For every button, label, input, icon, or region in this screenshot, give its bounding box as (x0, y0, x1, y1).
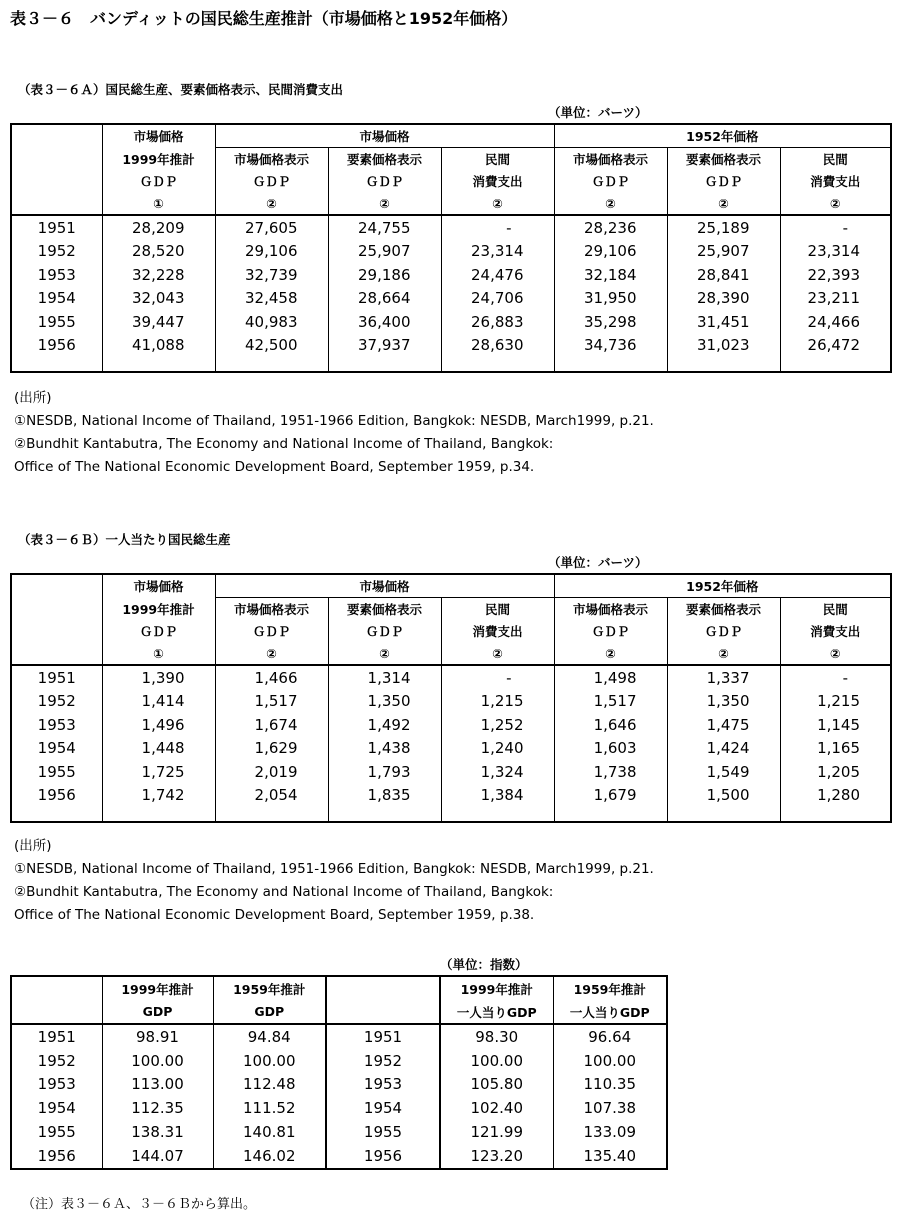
table-a-value-cell: 34,736 (554, 334, 667, 373)
table-b-col3-h2: ＧＤＰ (328, 620, 441, 642)
table-b-value-cell: 1,165 (780, 737, 891, 761)
table-b-value-cell: 1,424 (667, 737, 780, 761)
table-c-year-cell: 1953 (326, 1073, 440, 1097)
table-a-col3-h2: ＧＤＰ (328, 170, 441, 192)
table-b-value-cell: 1,350 (328, 690, 441, 714)
table-b-group-1952: 1952年価格 (554, 574, 891, 598)
table-b-col4-h3: ② (441, 642, 554, 665)
table-c-value-cell: 113.00 (102, 1073, 213, 1097)
table-b-row (11, 713, 891, 737)
table-a-value-cell: 31,950 (554, 287, 667, 311)
table-a-value-cell: 29,106 (554, 240, 667, 264)
table-a-col1-h3: ① (102, 192, 215, 215)
table-b-col5-h3: ② (554, 642, 667, 665)
table-c-unit: （単位：指数） (440, 957, 528, 972)
table-b-value-cell: 2,019 (215, 760, 328, 784)
table-b-value-cell: 1,646 (554, 713, 667, 737)
table-b-col1-group: 市場価格 (102, 574, 215, 598)
table-b-value-cell: 1,498 (554, 665, 667, 690)
table-b-col7-h1: 民間 (780, 598, 891, 621)
table-b-year-cell: 1953 (11, 713, 102, 737)
table-c-row (11, 1144, 667, 1169)
table-b-source-3: Office of The National Economic Development Board, September 1959, p.38. (14, 907, 535, 923)
table-a-group-1952: 1952年価格 (554, 124, 891, 148)
table-a-source-3: Office of The National Economic Development Board, September 1959, p.34. (14, 459, 535, 475)
document-title: 表３－６ バンディットの国民総生産推計（市場価格と1952年価格） (10, 9, 518, 28)
table-b-source-label: (出所) (14, 838, 52, 854)
table-c-year-cell: 1956 (326, 1144, 440, 1169)
table-c-value-cell: 112.35 (102, 1096, 213, 1120)
table-a-source-label: (出所) (14, 390, 52, 406)
table-a-col1-h2: ＧＤＰ (102, 170, 215, 192)
table-c-year-cell: 1954 (11, 1096, 102, 1120)
table-b-value-cell: 1,725 (102, 760, 215, 784)
table-a-value-cell: 24,755 (328, 215, 441, 240)
table-b-value-cell: 1,629 (215, 737, 328, 761)
table-a-group-market: 市場価格 (215, 124, 554, 148)
table-a (10, 123, 892, 373)
table-b-value-cell: 1,549 (667, 760, 780, 784)
table-c-value-cell: 94.84 (213, 1024, 326, 1049)
table-b-value-cell: 1,205 (780, 760, 891, 784)
table-b-value-cell: 1,517 (215, 690, 328, 714)
table-a-value-cell: 29,186 (328, 263, 441, 287)
table-c-year-cell: 1956 (11, 1144, 102, 1169)
table-b-row (11, 737, 891, 761)
table-c-value-cell: 146.02 (213, 1144, 326, 1169)
table-a-value-cell: 36,400 (328, 310, 441, 334)
table-a-year-cell: 1954 (11, 287, 102, 311)
table-a-value-cell: 28,630 (441, 334, 554, 373)
table-a-row (11, 240, 891, 264)
table-c-year-cell: 1951 (326, 1024, 440, 1049)
table-b-year-cell: 1956 (11, 784, 102, 823)
table-a-value-cell: 42,500 (215, 334, 328, 373)
table-b-value-cell: 1,500 (667, 784, 780, 823)
table-b-value-cell: 1,475 (667, 713, 780, 737)
table-c-value-cell: 98.91 (102, 1024, 213, 1049)
table-a-col4-h2: 消費支出 (441, 170, 554, 192)
table-b-col1-h2: ＧＤＰ (102, 620, 215, 642)
table-c-row (11, 1120, 667, 1144)
table-a-col2-h1: 市場価格表示 (215, 148, 328, 171)
table-c-value-cell: 100.00 (213, 1049, 326, 1073)
table-c-value-cell: 133.09 (553, 1120, 667, 1144)
table-b-value-cell: 1,384 (441, 784, 554, 823)
table-b-value-cell: 1,517 (554, 690, 667, 714)
table-c-col2-h1: 1959年推計 (213, 976, 326, 1000)
table-c-year-cell: 1952 (326, 1049, 440, 1073)
table-c-year-cell: 1955 (11, 1120, 102, 1144)
table-b-col6-h3: ② (667, 642, 780, 665)
table-a-year-cell: 1956 (11, 334, 102, 373)
table-b-col4-h1: 民間 (441, 598, 554, 621)
table-a-value-cell: 28,236 (554, 215, 667, 240)
table-b-col4-h2: 消費支出 (441, 620, 554, 642)
table-a-value-cell: 28,390 (667, 287, 780, 311)
table-c-col4-h1: 1959年推計 (553, 976, 667, 1000)
table-a-value-cell: 25,189 (667, 215, 780, 240)
table-b-value-cell: 1,492 (328, 713, 441, 737)
table-c-row (11, 1049, 667, 1073)
table-c-value-cell: 107.38 (553, 1096, 667, 1120)
table-b-col5-h1: 市場価格表示 (554, 598, 667, 621)
table-a-value-cell: 35,298 (554, 310, 667, 334)
table-a-value-cell: 27,605 (215, 215, 328, 240)
table-a-col7-h2: 消費支出 (780, 170, 891, 192)
table-b-row (11, 665, 891, 690)
table-a-value-cell: 25,907 (328, 240, 441, 264)
table-b-col2-h3: ② (215, 642, 328, 665)
table-a-year-cell: 1952 (11, 240, 102, 264)
table-b-col3-h3: ② (328, 642, 441, 665)
table-b-value-cell: 1,438 (328, 737, 441, 761)
table-c-year-cell: 1952 (11, 1049, 102, 1073)
table-b-value-cell: 1,390 (102, 665, 215, 690)
table-a-value-cell: 29,106 (215, 240, 328, 264)
table-b-col2-h2: ＧＤＰ (215, 620, 328, 642)
table-a-value-cell: 39,447 (102, 310, 215, 334)
table-c-col3-h2: 一人当りGDP (440, 1000, 553, 1024)
table-a-col2-h2: ＧＤＰ (215, 170, 328, 192)
table-a-col1-group: 市場価格 (102, 124, 215, 148)
table-a-value-cell: 28,520 (102, 240, 215, 264)
table-c-value-cell: 135.40 (553, 1144, 667, 1169)
table-c-value-cell: 123.20 (440, 1144, 553, 1169)
table-b-col1-h3: ① (102, 642, 215, 665)
table-b-value-cell: 1,835 (328, 784, 441, 823)
table-b-subtitle: （表３－６Ｂ）一人当たり国民総生産 (18, 532, 231, 547)
table-b-value-cell: 1,448 (102, 737, 215, 761)
table-b-source-1: ①NESDB, National Income of Thailand, 1951-1966 Edition, Bangkok: NESDB, March1999, p.21. (14, 861, 654, 877)
table-a-value-cell: - (441, 215, 554, 240)
table-b-col7-h2: 消費支出 (780, 620, 891, 642)
table-a-value-cell: 41,088 (102, 334, 215, 373)
table-c-value-cell: 100.00 (440, 1049, 553, 1073)
table-a-value-cell: 23,314 (441, 240, 554, 264)
table-a-value-cell: 26,883 (441, 310, 554, 334)
table-b-value-cell: 1,679 (554, 784, 667, 823)
table-c-value-cell: 102.40 (440, 1096, 553, 1120)
table-c-col3-h1: 1999年推計 (440, 976, 553, 1000)
table-a-col2-h3: ② (215, 192, 328, 215)
table-b-value-cell: 1,215 (780, 690, 891, 714)
table-a-value-cell: 32,228 (102, 263, 215, 287)
table-b-group-market: 市場価格 (215, 574, 554, 598)
table-c-value-cell: 105.80 (440, 1073, 553, 1097)
table-a-value-cell: 37,937 (328, 334, 441, 373)
table-b-row (11, 784, 891, 823)
table-a-subtitle: （表３－６Ａ）国民総生産、要素価格表示、民間消費支出 (18, 82, 344, 97)
table-a-col5-h1: 市場価格表示 (554, 148, 667, 171)
table-a-col6-h3: ② (667, 192, 780, 215)
table-a-col6-h2: ＧＤＰ (667, 170, 780, 192)
table-c-value-cell: 110.35 (553, 1073, 667, 1097)
table-c (10, 975, 668, 1170)
table-a-value-cell: 25,907 (667, 240, 780, 264)
table-a-value-cell: 32,739 (215, 263, 328, 287)
table-a-row (11, 263, 891, 287)
table-b-value-cell: 1,280 (780, 784, 891, 823)
table-a-row (11, 287, 891, 311)
table-a-year-cell: 1953 (11, 263, 102, 287)
table-c-year-cell: 1954 (326, 1096, 440, 1120)
table-b-col5-h2: ＧＤＰ (554, 620, 667, 642)
table-a-value-cell: 28,841 (667, 263, 780, 287)
table-a-value-cell: 32,043 (102, 287, 215, 311)
table-a-source-1: ①NESDB, National Income of Thailand, 1951-1966 Edition, Bangkok: NESDB, March1999, p.21. (14, 413, 654, 429)
table-c-col4-h2: 一人当りGDP (553, 1000, 667, 1024)
table-c-value-cell: 144.07 (102, 1144, 213, 1169)
table-c-value-cell: 121.99 (440, 1120, 553, 1144)
table-b-unit: （単位：バーツ） (548, 555, 648, 570)
table-a-value-cell: 26,472 (780, 334, 891, 373)
table-a-year-cell: 1951 (11, 215, 102, 240)
table-b-value-cell: 1,674 (215, 713, 328, 737)
table-b-year-cell: 1951 (11, 665, 102, 690)
table-c-value-cell: 111.52 (213, 1096, 326, 1120)
table-c-value-cell: 96.64 (553, 1024, 667, 1049)
table-b-value-cell: 1,793 (328, 760, 441, 784)
table-a-value-cell: 24,706 (441, 287, 554, 311)
table-a-value-cell: 24,466 (780, 310, 891, 334)
table-b-col6-h2: ＧＤＰ (667, 620, 780, 642)
table-b-value-cell: 1,414 (102, 690, 215, 714)
table-b-row (11, 690, 891, 714)
table-b (10, 573, 892, 823)
table-a-col5-h2: ＧＤＰ (554, 170, 667, 192)
table-b-year-cell: 1954 (11, 737, 102, 761)
table-c-value-cell: 100.00 (553, 1049, 667, 1073)
table-a-col7-h1: 民間 (780, 148, 891, 171)
table-b-value-cell: 1,496 (102, 713, 215, 737)
table-a-row (11, 310, 891, 334)
table-a-col4-h3: ② (441, 192, 554, 215)
table-b-value-cell: 1,466 (215, 665, 328, 690)
table-a-value-cell: 28,664 (328, 287, 441, 311)
table-b-value-cell: 1,738 (554, 760, 667, 784)
table-a-value-cell: 32,184 (554, 263, 667, 287)
table-a-col1-h1: 1999年推計 (102, 148, 215, 171)
table-a-col3-h1: 要素価格表示 (328, 148, 441, 171)
table-a-value-cell: 40,983 (215, 310, 328, 334)
table-c-value-cell: 138.31 (102, 1120, 213, 1144)
table-b-value-cell: 1,350 (667, 690, 780, 714)
table-c-value-cell: 100.00 (102, 1049, 213, 1073)
table-a-value-cell: 28,209 (102, 215, 215, 240)
table-c-value-cell: 98.30 (440, 1024, 553, 1049)
table-b-value-cell: 1,742 (102, 784, 215, 823)
table-a-value-cell: 24,476 (441, 263, 554, 287)
table-b-col6-h1: 要素価格表示 (667, 598, 780, 621)
table-c-year-cell: 1955 (326, 1120, 440, 1144)
table-b-value-cell: - (780, 665, 891, 690)
table-b-value-cell: 2,054 (215, 784, 328, 823)
table-c-col1-h2: GDP (102, 1000, 213, 1024)
table-c-row (11, 1024, 667, 1049)
table-b-col3-h1: 要素価格表示 (328, 598, 441, 621)
table-c-row (11, 1073, 667, 1097)
table-a-unit: （単位：バーツ） (548, 105, 648, 120)
table-a-col3-h3: ② (328, 192, 441, 215)
table-b-value-cell: - (441, 665, 554, 690)
table-a-value-cell: 23,211 (780, 287, 891, 311)
table-a-row (11, 215, 891, 240)
table-a-year-cell: 1955 (11, 310, 102, 334)
table-c-col2-h2: GDP (213, 1000, 326, 1024)
table-b-value-cell: 1,252 (441, 713, 554, 737)
table-a-col6-h1: 要素価格表示 (667, 148, 780, 171)
table-b-value-cell: 1,324 (441, 760, 554, 784)
table-b-value-cell: 1,145 (780, 713, 891, 737)
table-c-year-cell: 1953 (11, 1073, 102, 1097)
table-a-value-cell: - (780, 215, 891, 240)
table-c-value-cell: 112.48 (213, 1073, 326, 1097)
table-b-value-cell: 1,603 (554, 737, 667, 761)
table-a-value-cell: 32,458 (215, 287, 328, 311)
table-c-value-cell: 140.81 (213, 1120, 326, 1144)
table-b-year-cell: 1952 (11, 690, 102, 714)
table-b-row (11, 760, 891, 784)
table-c-year-cell: 1951 (11, 1024, 102, 1049)
table-a-col7-h3: ② (780, 192, 891, 215)
table-b-col2-h1: 市場価格表示 (215, 598, 328, 621)
table-b-year-cell: 1955 (11, 760, 102, 784)
table-b-value-cell: 1,337 (667, 665, 780, 690)
footnote: （注）表３－６Ａ、３－６Ｂから算出。 (22, 1197, 257, 1212)
table-b-value-cell: 1,215 (441, 690, 554, 714)
table-c-row (11, 1096, 667, 1120)
table-a-col4-h1: 民間 (441, 148, 554, 171)
table-c-col1-h1: 1999年推計 (102, 976, 213, 1000)
table-b-col1-h1: 1999年推計 (102, 598, 215, 621)
table-a-row (11, 334, 891, 373)
table-b-value-cell: 1,240 (441, 737, 554, 761)
table-a-value-cell: 31,023 (667, 334, 780, 373)
table-b-source-2: ②Bundhit Kantabutra, The Economy and National Income of Thailand, Bangkok: (14, 884, 554, 900)
table-a-col5-h3: ② (554, 192, 667, 215)
table-b-col7-h3: ② (780, 642, 891, 665)
table-b-value-cell: 1,314 (328, 665, 441, 690)
table-a-value-cell: 23,314 (780, 240, 891, 264)
table-a-value-cell: 22,393 (780, 263, 891, 287)
table-a-source-2: ②Bundhit Kantabutra, The Economy and National Income of Thailand, Bangkok: (14, 436, 554, 452)
table-a-value-cell: 31,451 (667, 310, 780, 334)
